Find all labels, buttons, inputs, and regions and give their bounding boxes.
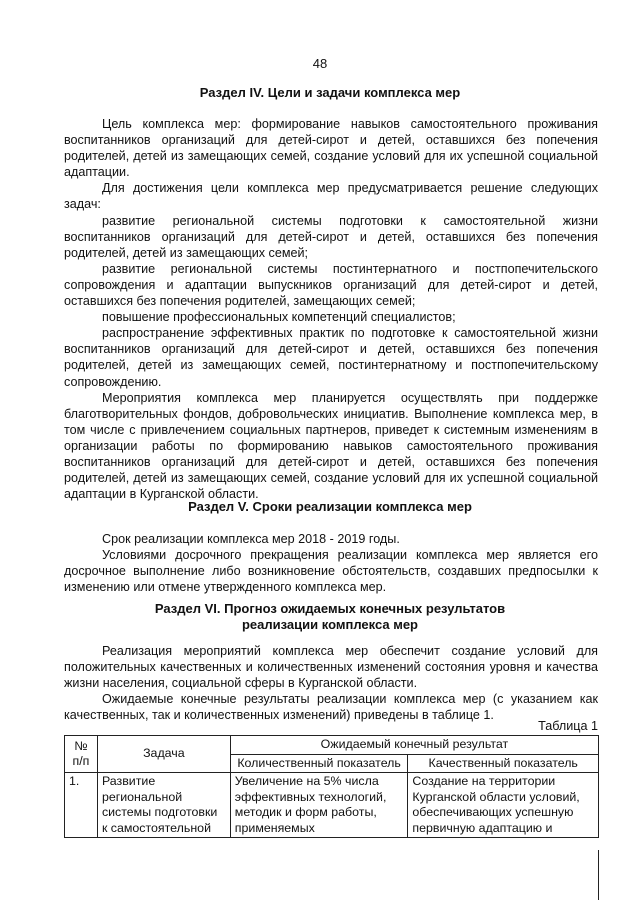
cell-task: Развитие региональной системы подготовки к самостоятельной <box>97 773 230 838</box>
section-6-body <box>64 643 598 723</box>
cell-quantitative: Увеличение на 5% числа эффективных технологий, методик и форм работы, применяемых <box>230 773 408 838</box>
section-6-title-line2: реализации комплекса мер <box>241 617 418 632</box>
section-4-body <box>64 116 598 502</box>
section-5-title: Раздел V. Сроки реализации комплекса мер <box>188 499 472 514</box>
results-table <box>64 735 599 838</box>
section-5-paragraph: Срок реализации комплекса мер 2018 - 2019 годы. <box>102 532 400 546</box>
section-4-paragraph: Мероприятия комплекса мер планируется осуществлять при поддержке благотворительных фондов, добровольческих инициатив. Выполнение комплекса мер, в том числе с привлечением социальных партнеров, приведет к системным изменениям в организации работы по формированию навыков самостоятельного проживания воспитанников организаций для детей-сирот и детей, оставшихся без попечения родителей, детей из замещающих семей, создание условий для их успешной социальной адаптации в Курганской области. <box>64 390 598 502</box>
section-4-paragraph: повышение профессиональных компетенций специалистов; <box>102 310 456 325</box>
header-result: Ожидаемый конечный результат <box>230 736 598 755</box>
page-number: 48 <box>312 56 328 71</box>
section-4-paragraph: распространение эффективных практик по подготовке к самостоятельной жизни воспитанников организаций для детей-сирот и детей, оставшихся без попечения родителей, детей из замещающих семей, постинтернатному и постпопечительскому сопровождению. <box>64 326 598 389</box>
section-4-paragraph: развитие региональной системы постинтернатного и постпопечительского сопровождения и адаптации выпускников организаций для детей-сирот и детей, оставшихся без попечения родителей, замещающих семей; <box>64 261 598 309</box>
table-header-row <box>65 736 599 755</box>
cell-num: 1. <box>65 773 98 838</box>
header-quantitative: Количественный показатель <box>230 754 408 773</box>
section-5-body <box>64 531 598 595</box>
header-num: № п/п <box>65 736 98 773</box>
header-task: Задача <box>97 736 230 773</box>
section-6-title-line1: Раздел VI. Прогноз ожидаемых конечных результатов <box>154 601 506 616</box>
header-qualitative: Качественный показатель <box>408 754 599 773</box>
table-border-continuation <box>598 850 599 900</box>
section-5-paragraph: Условиями досрочного прекращения реализации комплекса мер является его досрочное выполнение либо возникновение обстоятельств, создавших предпосылки к изменению или отмене утвержденного комплекса мер. <box>64 548 598 595</box>
table-row <box>65 773 599 838</box>
table-caption: Таблица 1 <box>538 719 598 733</box>
section-4-title: Раздел IV. Цели и задачи комплекса мер <box>199 85 461 100</box>
section-4-paragraph: Цель комплекса мер: формирование навыков самостоятельного проживания воспитанников организаций для детей-сирот и детей, оставшихся без попечения родителей, детей из замещающих семей, создание условий для их успешной социальной адаптации. <box>64 117 598 180</box>
cell-qualitative: Создание на территории Курганской области условий, обеспечивающих успешную первичную адаптацию и <box>408 773 599 838</box>
section-6-paragraph: Реализация мероприятий комплекса мер обеспечит создание условий для положительных качественных и количественных изменений состояния уровня и качества жизни населения, социальной сферы в Курганской области. <box>64 644 598 691</box>
section-4-paragraph: развитие региональной системы подготовки к самостоятельной жизни воспитанников организаций для детей-сирот и детей, оставшихся без попечения родителей, детей из замещающих семей; <box>64 213 598 260</box>
section-6-title <box>60 601 600 633</box>
section-4-paragraph: Для достижения цели комплекса мер предусматривается решение следующих задач: <box>64 181 598 212</box>
section-6-paragraph: Ожидаемые конечные результаты реализации комплекса мер (с указанием как качественных, так и количественных изменений) приведены в таблице 1. <box>64 692 598 723</box>
